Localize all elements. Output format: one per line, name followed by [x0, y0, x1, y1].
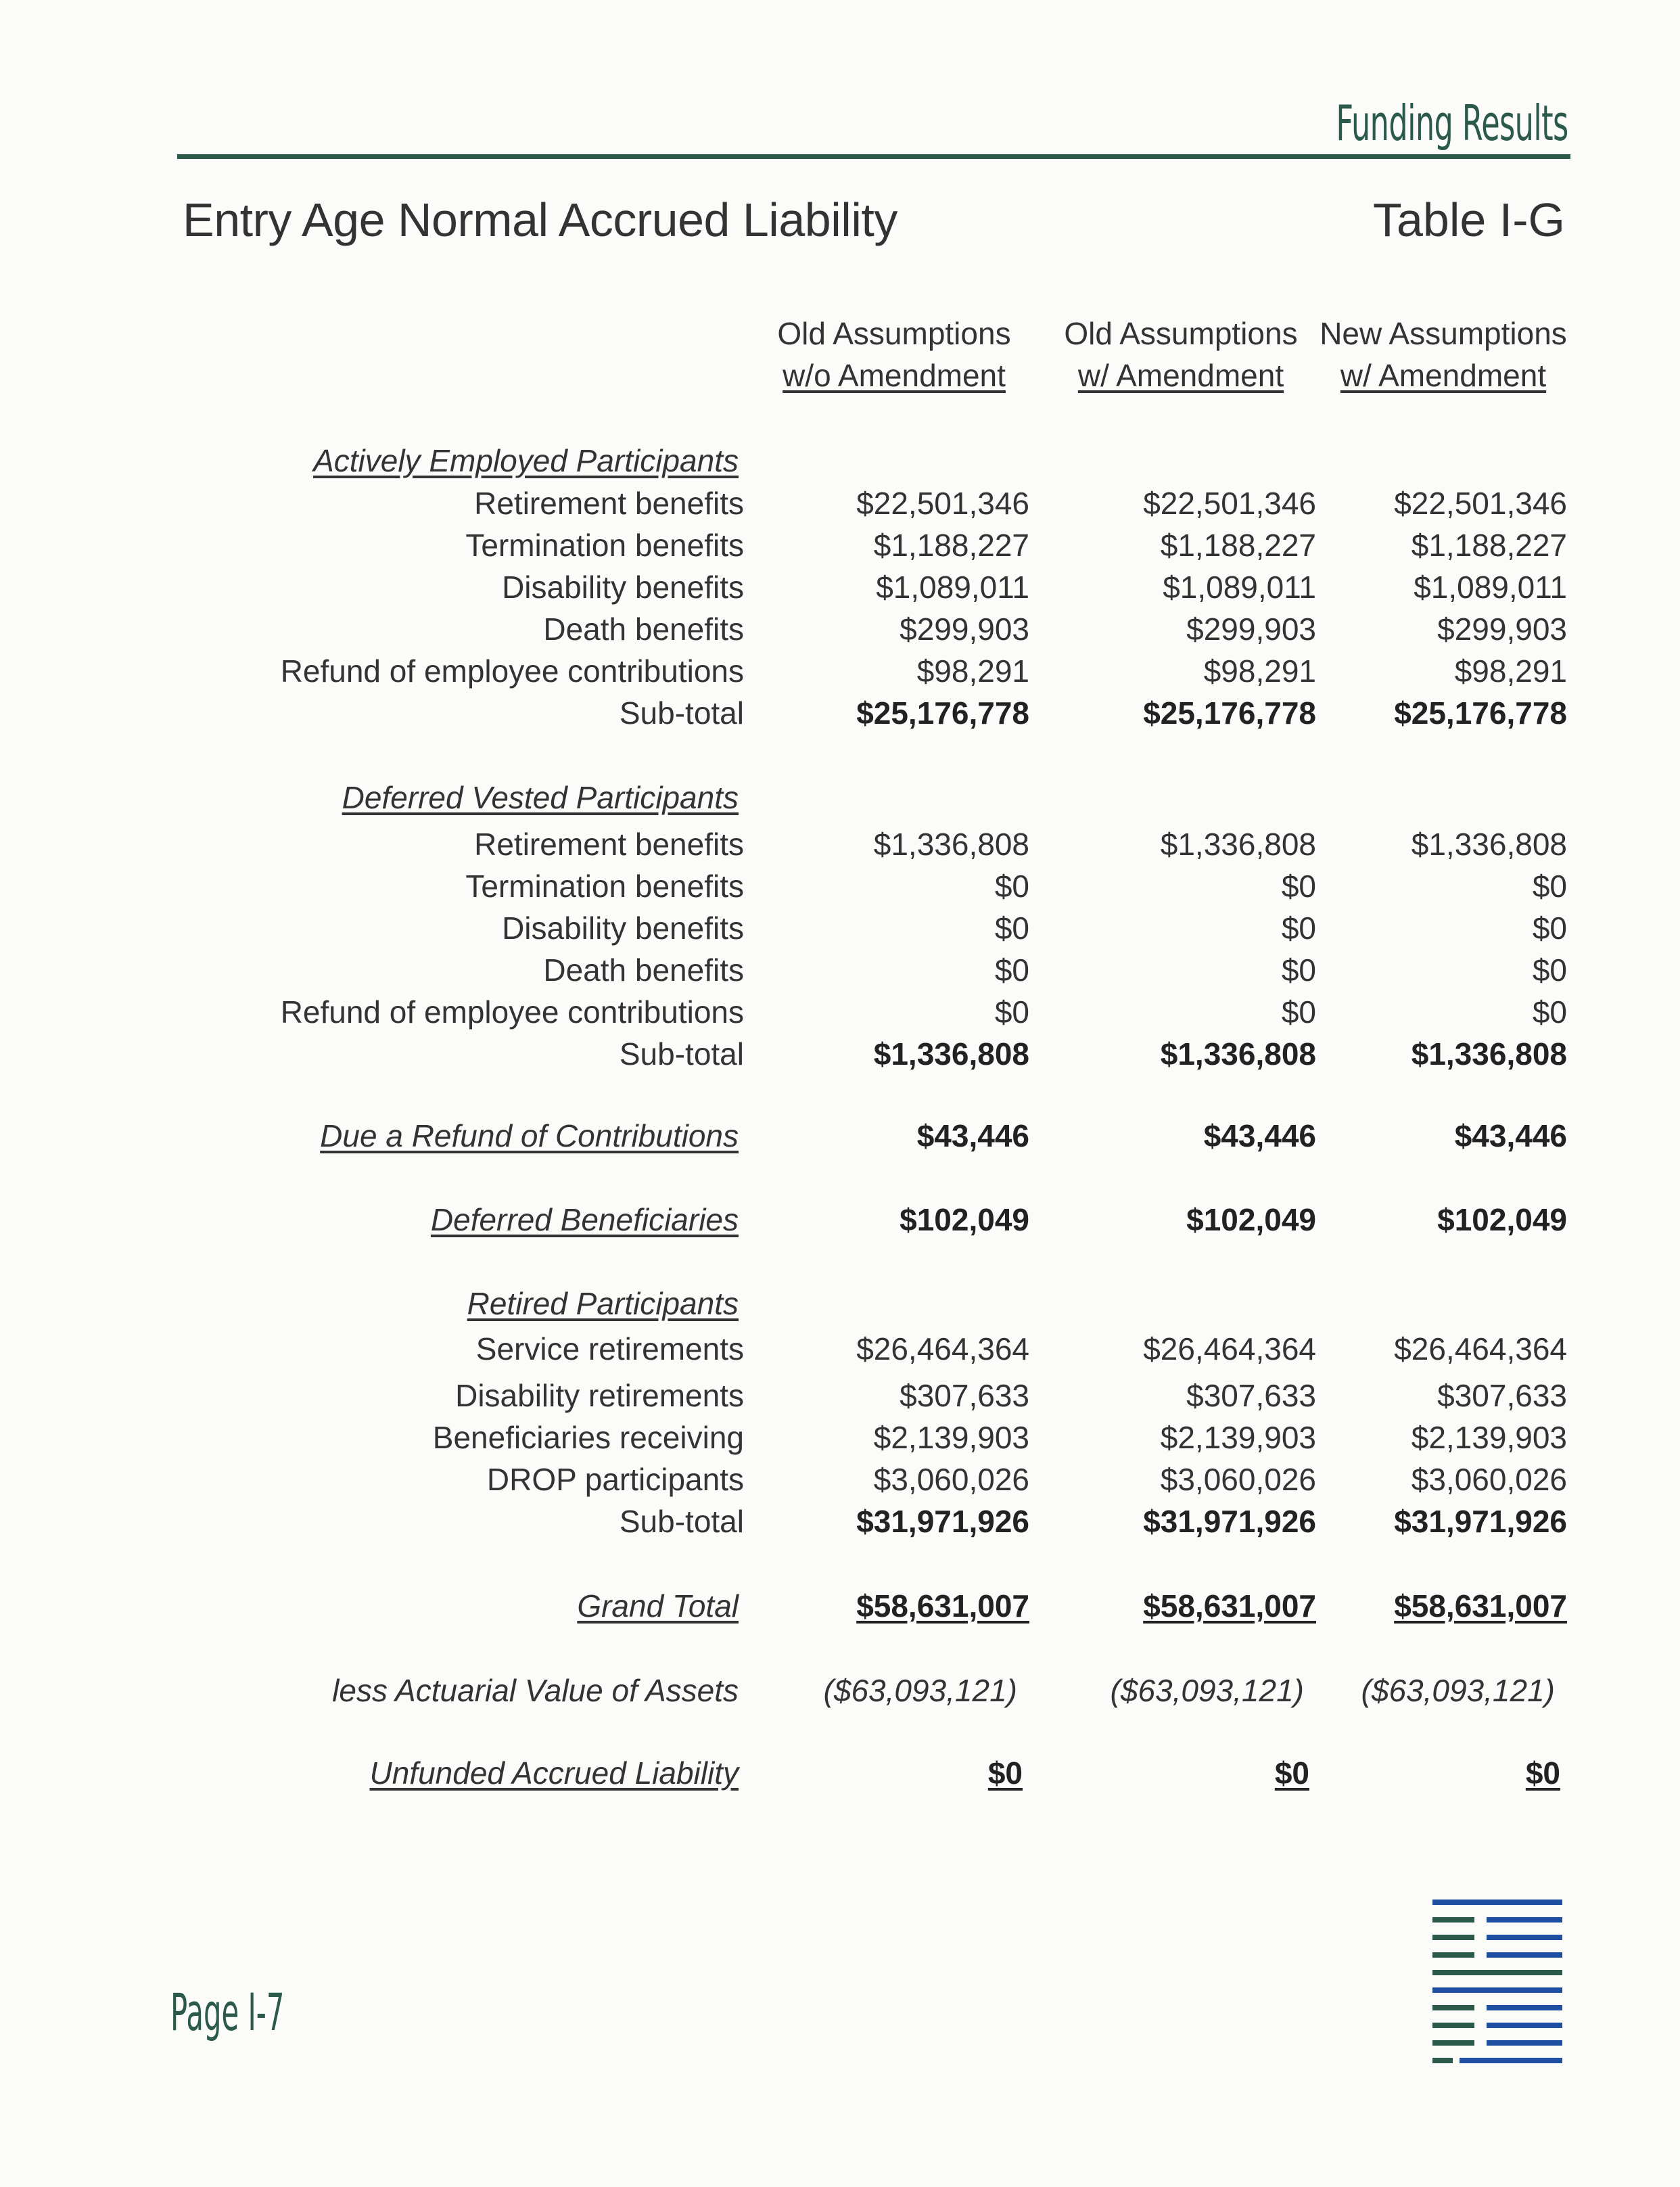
row-label-assets: less Actuarial Value of Assets	[332, 1673, 739, 1708]
row-label-grand-total: Grand Total	[577, 1588, 739, 1624]
table-row	[0, 482, 1680, 524]
row-label: Death benefits	[543, 612, 744, 647]
cell-value: $0	[1281, 869, 1316, 904]
row-label: Termination benefits	[465, 869, 744, 904]
row-label: Disability benefits	[502, 570, 744, 605]
column-header-2	[1046, 313, 1316, 396]
cell-value: $31,971,926	[1143, 1504, 1316, 1539]
row-label: Death benefits	[543, 952, 744, 988]
cell-value: $102,049	[1186, 1202, 1316, 1237]
cell-value: $58,631,007	[1143, 1588, 1316, 1624]
cell-value: $22,501,346	[1394, 486, 1567, 521]
cell-value: $25,176,778	[856, 695, 1029, 731]
table-row	[0, 1283, 1680, 1325]
table-row	[0, 1417, 1680, 1458]
cell-value: $26,464,364	[1143, 1331, 1316, 1366]
table-row	[0, 1458, 1680, 1500]
column-header-2-line1: Old Assumptions	[1064, 316, 1298, 351]
cell-value: $31,971,926	[1394, 1504, 1567, 1539]
column-header-2-line2: w/ Amendment	[1077, 358, 1284, 393]
cell-value: $0	[1532, 869, 1567, 904]
cell-value: $98,291	[1203, 653, 1316, 689]
row-label: Termination benefits	[465, 528, 744, 563]
column-header-1-line1: Old Assumptions	[777, 316, 1011, 351]
cell-value: $98,291	[916, 653, 1029, 689]
cell-value: $0	[1532, 994, 1567, 1030]
row-label: Retirement benefits	[474, 827, 744, 862]
row-label: Disability retirements	[455, 1378, 744, 1413]
cell-value: $2,139,903	[1411, 1420, 1567, 1455]
table-row	[0, 650, 1680, 692]
row-label: Sub-total	[619, 1036, 744, 1072]
table-row	[0, 865, 1680, 907]
header-rule	[177, 154, 1570, 159]
cell-value: $43,446	[916, 1118, 1029, 1153]
table-row	[0, 823, 1680, 865]
row-label: Disability benefits	[502, 911, 744, 946]
table-row	[0, 608, 1680, 650]
table-row-assets	[0, 1670, 1680, 1711]
cell-value: $31,971,926	[856, 1504, 1029, 1539]
row-label: Retirement benefits	[474, 486, 744, 521]
page-title: Entry Age Normal Accrued Liability	[183, 193, 897, 246]
row-label-unfunded: Unfunded Accrued Liability	[369, 1755, 739, 1791]
cell-value: $1,336,808	[1411, 1036, 1567, 1072]
cell-value: $1,089,011	[1163, 570, 1316, 605]
section-label-deferred-vested: Deferred Vested Participants	[342, 780, 739, 815]
table-row	[0, 1328, 1680, 1370]
cell-value: $98,291	[1454, 653, 1567, 689]
table-row	[0, 907, 1680, 949]
cell-value: $0	[994, 869, 1029, 904]
table-row-subtotal	[0, 1500, 1680, 1542]
cell-value: $1,188,227	[1411, 528, 1567, 563]
cell-value: $0	[1281, 911, 1316, 946]
cell-value: $25,176,778	[1394, 695, 1567, 731]
cell-value: $307,633	[1437, 1378, 1567, 1413]
cell-value: $26,464,364	[1394, 1331, 1567, 1366]
table-row-subtotal	[0, 692, 1680, 734]
table-row	[0, 524, 1680, 566]
cell-value: $58,631,007	[1394, 1588, 1567, 1624]
section-label-retired: Retired Participants	[467, 1286, 739, 1321]
cell-value: $22,501,346	[1143, 486, 1316, 521]
table-row	[0, 1375, 1680, 1417]
column-header-1	[759, 313, 1029, 396]
cell-value: $43,446	[1454, 1118, 1567, 1153]
row-label: DROP participants	[486, 1462, 744, 1497]
row-label: Refund of employee contributions	[280, 994, 744, 1030]
cell-value: $102,049	[900, 1202, 1029, 1237]
table-row	[0, 566, 1680, 608]
cell-value: $0	[1274, 1755, 1309, 1791]
column-header-3	[1308, 313, 1579, 396]
cell-value: $1,336,808	[1411, 827, 1567, 862]
cell-value: $299,903	[1186, 612, 1316, 647]
cell-value: $1,188,227	[1160, 528, 1316, 563]
cell-value: $1,336,808	[1160, 827, 1316, 862]
cell-value: $43,446	[1203, 1118, 1316, 1153]
table-row	[0, 440, 1680, 482]
cell-value: $299,903	[900, 612, 1029, 647]
section-label-active: Actively Employed Participants	[313, 443, 739, 478]
cell-value: $26,464,364	[856, 1331, 1029, 1366]
cell-value: $307,633	[900, 1378, 1029, 1413]
column-header-3-line2: w/ Amendment	[1340, 358, 1547, 393]
cell-value: $1,336,808	[873, 827, 1029, 862]
table-row	[0, 1115, 1680, 1157]
cell-value: $1,188,227	[873, 528, 1029, 563]
page-number: Page I-7	[170, 1982, 285, 2042]
cell-value: ($63,093,121)	[823, 1673, 1017, 1708]
cell-value: $0	[1281, 952, 1316, 988]
table-row	[0, 991, 1680, 1033]
cell-value: $2,139,903	[1160, 1420, 1316, 1455]
section-label-deferred-beneficiaries: Deferred Beneficiaries	[430, 1202, 739, 1237]
table-row	[0, 777, 1680, 819]
table-row-grand-total	[0, 1585, 1680, 1627]
cell-value: $1,089,011	[876, 570, 1029, 605]
row-label: Beneficiaries receiving	[432, 1420, 744, 1455]
cell-value: $58,631,007	[856, 1588, 1029, 1624]
cell-value: $102,049	[1437, 1202, 1567, 1237]
cell-value: $0	[1281, 994, 1316, 1030]
row-label: Refund of employee contributions	[280, 653, 744, 689]
table-row-unfunded	[0, 1752, 1680, 1794]
cell-value: $2,139,903	[873, 1420, 1029, 1455]
cell-value: $0	[987, 1755, 1023, 1791]
section-label-due-refund: Due a Refund of Contributions	[320, 1118, 739, 1153]
row-label: Service retirements	[475, 1331, 744, 1366]
row-label: Sub-total	[619, 695, 744, 731]
cell-value: $25,176,778	[1143, 695, 1316, 731]
cell-value: $22,501,346	[856, 486, 1029, 521]
cell-value: $3,060,026	[1160, 1462, 1316, 1497]
cell-value: $3,060,026	[873, 1462, 1029, 1497]
cell-value: ($63,093,121)	[1361, 1673, 1555, 1708]
cell-value: $0	[1532, 952, 1567, 988]
column-header-1-line2: w/o Amendment	[783, 358, 1006, 393]
table-id: Table I-G	[1373, 193, 1565, 246]
cell-value: $0	[994, 994, 1029, 1030]
cell-value: $0	[994, 911, 1029, 946]
section-title: Funding Results	[1336, 95, 1568, 152]
cell-value: $299,903	[1437, 612, 1567, 647]
cell-value: $0	[1532, 911, 1567, 946]
cell-value: $0	[994, 952, 1029, 988]
cell-value: $1,089,011	[1414, 570, 1567, 605]
firm-logo-icon	[1432, 1900, 1562, 2069]
cell-value: $3,060,026	[1411, 1462, 1567, 1497]
column-header-3-line1: New Assumptions	[1320, 316, 1567, 351]
cell-value: $1,336,808	[1160, 1036, 1316, 1072]
table-row	[0, 949, 1680, 991]
cell-value: $1,336,808	[873, 1036, 1029, 1072]
cell-value: $307,633	[1186, 1378, 1316, 1413]
cell-value: $0	[1525, 1755, 1560, 1791]
table-row-subtotal	[0, 1033, 1680, 1075]
row-label: Sub-total	[619, 1504, 744, 1539]
table-row	[0, 1199, 1680, 1241]
cell-value: ($63,093,121)	[1110, 1673, 1304, 1708]
